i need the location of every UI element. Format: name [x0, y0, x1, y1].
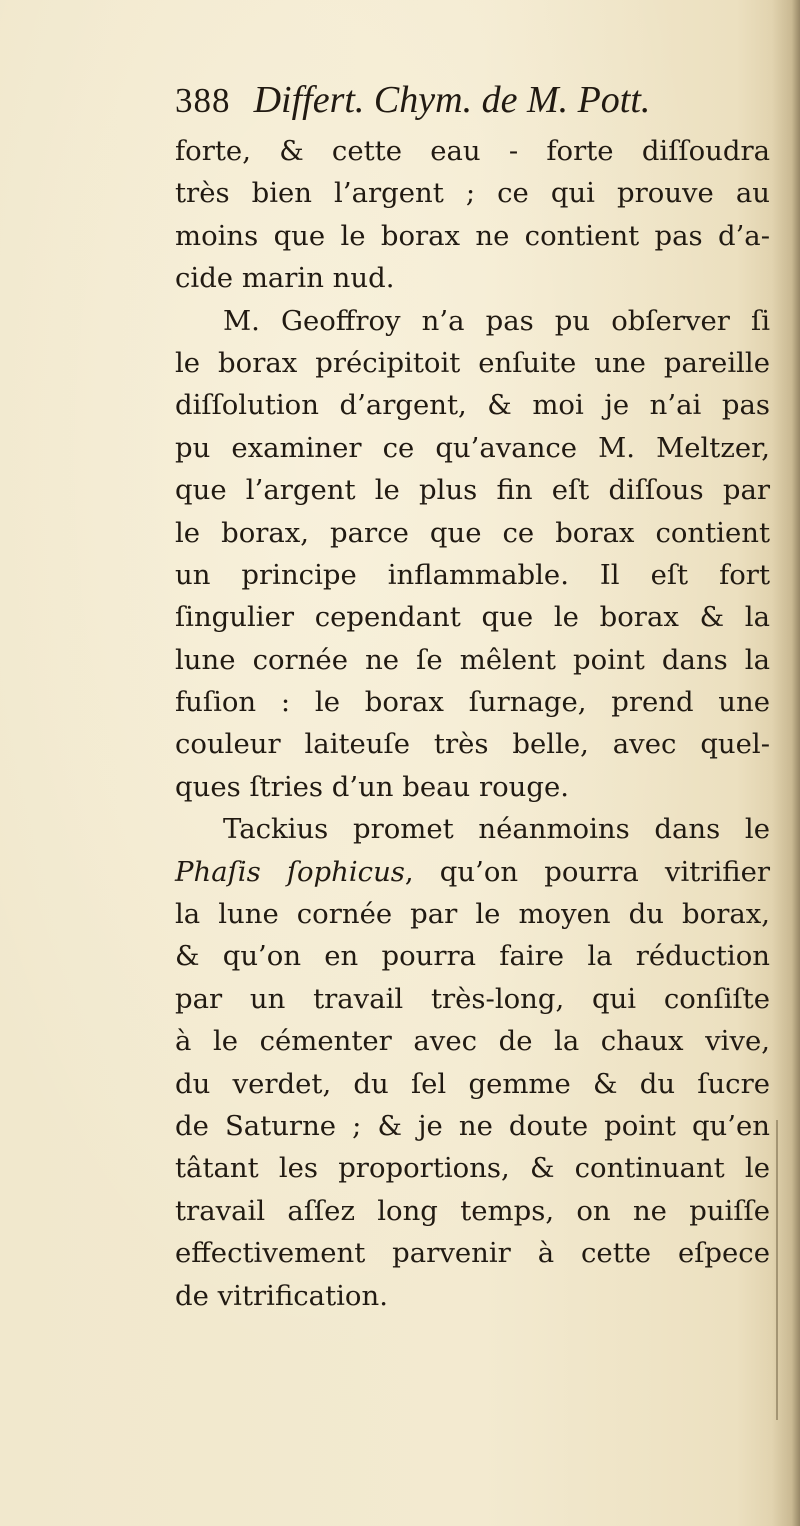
text-line: la lune cornée par le moyen du borax,: [175, 898, 770, 931]
text-line: forte, & cette eau - forte diſſoudra: [175, 135, 770, 167]
page-number: 388: [175, 81, 231, 120]
text-line: fuſion : le borax ſurnage, prend une: [175, 686, 770, 719]
paragraph-start-line: M. Geoffroy n’a pas pu obſerver ſi: [223, 304, 770, 337]
paragraph-start-line: Tackius promet néanmoins dans le: [223, 813, 770, 846]
text-line: cide marin nud.: [175, 262, 395, 295]
text-line: ques ſtries d’un beau rouge.: [175, 770, 570, 803]
running-title: Differt. Chym. de M. Pott.: [253, 79, 651, 121]
text-line: travail aſſez long temps, on ne puiſſe: [175, 1194, 770, 1227]
text-line-mixed: [175, 851, 770, 893]
page-header: [175, 78, 775, 128]
text-line: couleur laiteuſe très belle, avec quel-: [175, 728, 770, 761]
text-line: par un travail très-long, qui conſiſte: [175, 982, 770, 1015]
text-line: le borax, parce que ce borax contient: [175, 516, 770, 549]
text-line: un principe inflammable. Il eſt fort: [175, 558, 770, 591]
page-edge-line: [776, 1120, 778, 1420]
text-line: que l’argent le plus fin eſt diſſous par: [175, 474, 770, 507]
text-line: diſſolution d’argent, & moi je n’ai pas: [175, 389, 770, 422]
text-line: très bien l’argent ; ce qui prouve au: [175, 177, 770, 210]
text-line: effectivement parvenir à cette eſpece: [175, 1237, 770, 1270]
text-line: de vitrification.: [175, 1279, 388, 1312]
text-line: de Saturne ; & je ne doute point qu’en: [175, 1109, 770, 1142]
text-line: & qu’on en pourra faire la réduction: [175, 940, 770, 973]
text-line: tâtant les proportions, & continuant le: [175, 1152, 770, 1185]
italic-title: Phaſis ſophicus: [175, 855, 405, 888]
text-line: à le cémenter avec de la chaux vive,: [175, 1025, 770, 1058]
text-line: lune cornée ne ſe mêlent point dans la: [175, 643, 770, 676]
text-line: pu examiner ce qu’avance M. Meltzer,: [175, 431, 770, 464]
text-line: du verdet, du ſel gemme & du ſucre: [175, 1067, 770, 1100]
text-line: moins que le borax ne contient pas d’a-: [175, 219, 770, 252]
text-run: , qu’on pourra vitrifier: [404, 855, 770, 888]
text-line: ſingulier cependant que le borax & la: [175, 601, 770, 634]
text-line: le borax précipitoit enſuite une pareille: [175, 346, 770, 379]
body-text: [175, 130, 770, 1317]
